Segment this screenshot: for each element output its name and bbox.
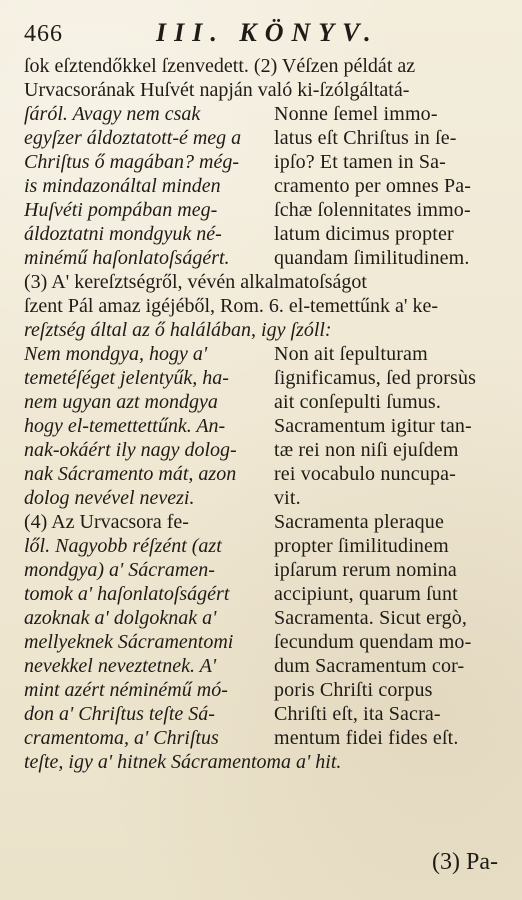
closing-line: teſte, igy a' hitnek Sácramentoma a' hit.: [24, 751, 342, 773]
latin-line: poris Chriſti corpus: [274, 679, 433, 701]
latin-line: Sacramentum igitur tan-: [274, 415, 472, 437]
hungarian-line: lől. Nagyobb réſzént (azt: [24, 535, 222, 557]
hungarian-line: egyſzer áldoztatott-é meg a: [24, 127, 242, 149]
hungarian-line: nem ugyan azt mondgya: [24, 391, 218, 413]
hungarian-line: temetéſéget jelentyűk, ha-: [24, 367, 229, 389]
latin-line: rei vocabulo nuncupa-: [274, 463, 456, 485]
latin-line: latus eſt Chriſtus in ſe-: [274, 127, 457, 149]
latin-line: latum dicimus propter: [274, 223, 454, 245]
hungarian-line: ſáról. Avagy nem csak: [24, 103, 201, 125]
hungarian-line: cramentoma, a' Chriſtus: [24, 727, 219, 749]
hungarian-line: hogy el-temettettűnk. An-: [24, 415, 226, 437]
hungarian-line: mint azért néminémű mó-: [24, 679, 228, 701]
text-line: (3) A' kereſztségről, vévén alkalmatoſságot: [24, 271, 367, 293]
hungarian-line: is mindazonáltal minden: [24, 175, 221, 197]
catchword: (3) Pa-: [432, 849, 498, 875]
latin-line: ipſarum rerum nomina: [274, 559, 457, 581]
parallel-text-section-1: [24, 102, 502, 270]
latin-line: ſecundum quendam mo-: [274, 631, 472, 653]
latin-line: Sacramenta pleraque: [274, 511, 444, 533]
hungarian-column: [24, 342, 258, 510]
hungarian-line: mondgya) a' Sácramen-: [24, 559, 215, 581]
latin-column: [274, 510, 518, 750]
text-line: ſok eſztendőkkel ſzenvedett. (2) Véſzen példát az: [24, 55, 416, 77]
hungarian-line: tomok a' haſonlatoſságért: [24, 583, 230, 605]
hungarian-line: Chriſtus ő magában? még-: [24, 151, 239, 173]
hungarian-line: minémű haſonlatoſságért.: [24, 247, 230, 269]
latin-column: [274, 102, 518, 270]
latin-line: accipiunt, quarum ſunt: [274, 583, 458, 605]
hungarian-line: don a' Chriſtus teſte Sá-: [24, 703, 215, 725]
latin-line: Non ait ſepulturam: [274, 343, 428, 365]
hungarian-line: nevekkel neveztetnek. A': [24, 655, 217, 677]
text-line: ſzent Pál amaz igéjéből, Rom. 6. el-temettűnk a' ke-: [24, 295, 439, 317]
parallel-text-section-3: [24, 510, 502, 750]
hungarian-line: áldoztatni mondgyuk né-: [24, 223, 222, 245]
main-text: [24, 54, 502, 774]
parallel-text-section-2: [24, 342, 502, 510]
latin-line: Chriſti eſt, ita Sacra-: [274, 703, 441, 725]
text-line: reſztség által az ő halálában, igy ſzóll:: [24, 319, 332, 341]
page-number: 466: [24, 21, 63, 47]
hungarian-line: Huſvéti pompában meg-: [24, 199, 218, 221]
latin-line: cramento per omnes Pa-: [274, 175, 472, 197]
hungarian-line: azoknak a' dolgoknak a': [24, 607, 217, 629]
hungarian-line: dolog nevével nevezi.: [24, 487, 195, 509]
latin-column: [274, 342, 518, 510]
text-line: Urvacsorának Huſvét napján való ki-ſzólgáltatá-: [24, 79, 410, 101]
hungarian-line: Nem mondgya, hogy a': [24, 343, 208, 365]
latin-line: vit.: [274, 487, 301, 509]
latin-line: dum Sacramentum cor-: [274, 655, 465, 677]
latin-line: quandam ſimilitudinem.: [274, 247, 470, 269]
latin-line: Nonne ſemel immo-: [274, 103, 438, 125]
latin-line: mentum fidei fides eſt.: [274, 727, 459, 749]
page-header: [24, 18, 502, 48]
latin-line: propter ſimilitudinem: [274, 535, 449, 557]
hungarian-column: [24, 510, 258, 750]
latin-line: ipſo? Et tamen in Sa-: [274, 151, 446, 173]
hungarian-line: mellyeknek Sácramentomi: [24, 631, 234, 653]
hungarian-line: nak Sácramento mát, azon: [24, 463, 237, 485]
latin-line: tæ rei non niſi ejuſdem: [274, 439, 459, 461]
hungarian-line: nak-okáért ily nagy dolog-: [24, 439, 237, 461]
latin-line: Sacramenta. Sicut ergò,: [274, 607, 468, 629]
latin-line: ſignificamus, ſed prorsùs: [274, 367, 477, 389]
hungarian-line: (4) Az Urvacsora fe-: [24, 511, 189, 533]
running-title: III. KÖNYV.: [156, 18, 379, 47]
latin-line: ſchæ ſolennitates immo-: [274, 199, 471, 221]
latin-line: ait conſepulti ſumus.: [274, 391, 442, 413]
hungarian-column: [24, 102, 258, 270]
